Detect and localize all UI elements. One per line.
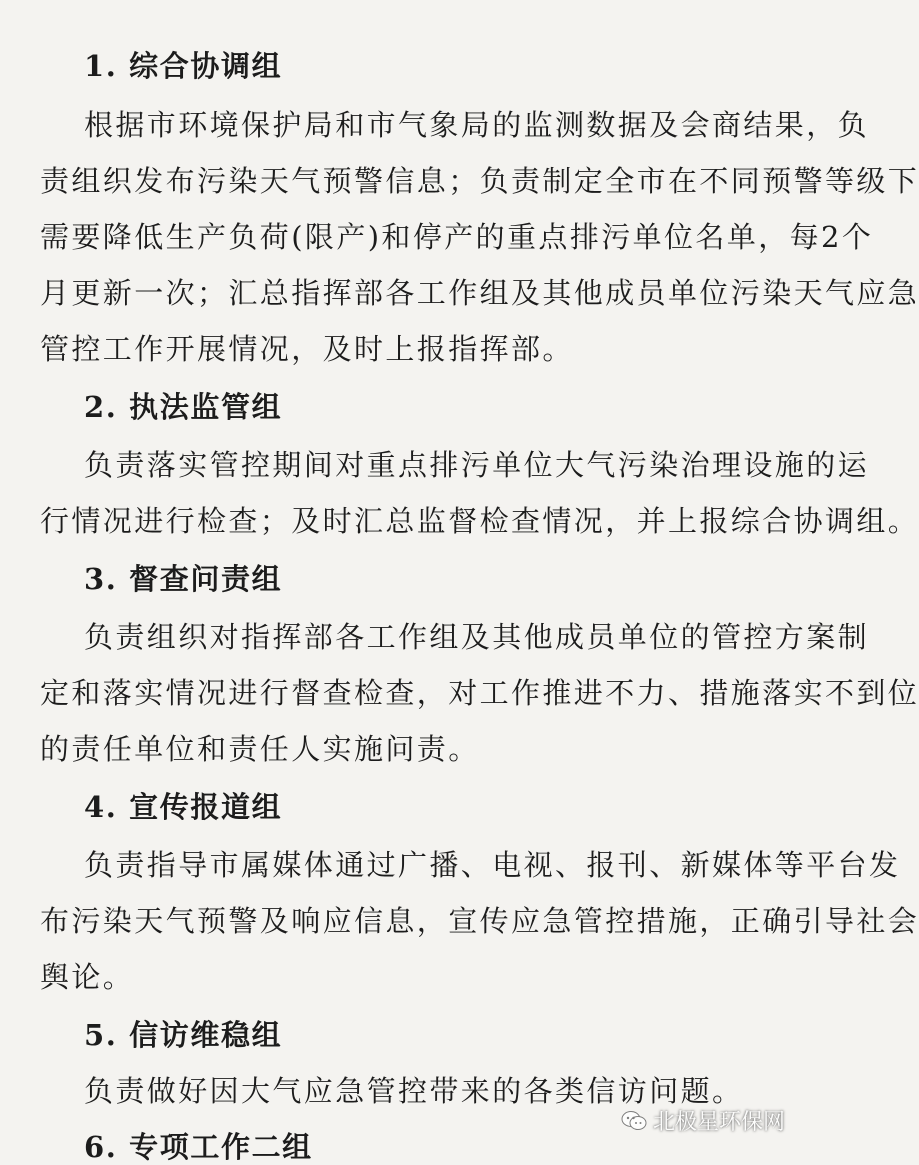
wechat-icon xyxy=(621,1110,647,1132)
section-heading-2: 2. 执法监管组 xyxy=(84,390,283,424)
paragraph-line: 负责指导市属媒体通过广播、电视、报刊、新媒体等平台发 xyxy=(84,848,901,882)
section-heading-4: 4. 宣传报道组 xyxy=(84,790,283,824)
paragraph-line: 布污染天气预警及响应信息，宣传应急管控措施，正确引导社会 xyxy=(40,904,919,938)
paragraph-line: 舆论。 xyxy=(40,960,135,994)
paragraph-line: 根据市环境保护局和市气象局的监测数据及会商结果，负 xyxy=(84,108,870,142)
paragraph-line: 负责落实管控期间对重点排污单位大气污染治理设施的运 xyxy=(84,448,870,482)
paragraph-line: 月更新一次；汇总指挥部各工作组及其他成员单位污染天气应急 xyxy=(40,276,919,310)
paragraph-line: 定和落实情况进行督查检查，对工作推进不力、措施落实不到位 xyxy=(40,676,919,710)
watermark-text: 北极星环保网 xyxy=(652,1110,785,1135)
paragraph-line: 负责组织对指挥部各工作组及其他成员单位的管控方案制 xyxy=(84,620,870,654)
paragraph-line: 的责任单位和责任人实施问责。 xyxy=(40,732,480,766)
paragraph-line: 需要降低生产负荷(限产)和停产的重点排污单位名单，每2个 xyxy=(40,220,874,254)
paragraph-line: 管控工作开展情况，及时上报指挥部。 xyxy=(40,332,574,366)
section-heading-3: 3. 督查问责组 xyxy=(84,562,283,596)
section-heading-1: 1. 综合协调组 xyxy=(84,49,283,83)
paragraph-line: 责组织发布污染天气预警信息；负责制定全市在不同预警等级下 xyxy=(40,164,919,198)
section-heading-6: 6. 专项工作二组 xyxy=(84,1130,313,1164)
paragraph-line: 负责做好因大气应急管控带来的各类信访问题。 xyxy=(84,1074,744,1108)
watermark xyxy=(621,1105,785,1136)
section-heading-5: 5. 信访维稳组 xyxy=(84,1018,283,1052)
paragraph-line: 行情况进行检查；及时汇总监督检查情况，并上报综合协调组。 xyxy=(40,504,919,538)
